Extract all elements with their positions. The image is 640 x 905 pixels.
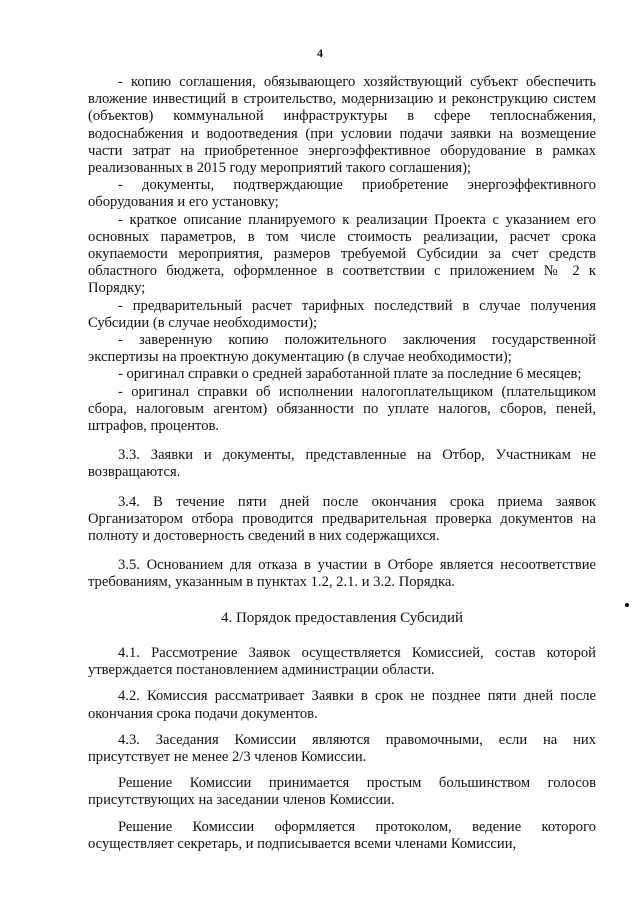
paragraph-3-4: 3.4. В течение пяти дней после окончания срока приема заявок Организатором отбора проводится предварительная проверка документов на полноту и достоверность сведений в них содержащихся.: [88, 493, 596, 545]
paragraph-4-2: 4.2. Комиссия рассматривает Заявки в срок не позднее пяти дней после окончания срока подачи документов.: [88, 688, 596, 722]
list-item: - документы, подтверждающие приобретение энергоэффективного оборудования и его установку;: [88, 177, 596, 211]
list-item: - оригинал справки о средней заработанной плате за последние 6 месяцев;: [118, 366, 582, 383]
paragraph-4-3: 4.3. Заседания Комиссии являются правомочными, если на них присутствует не менее 2/3 членов Комиссии.: [88, 731, 596, 765]
list-item: - предварительный расчет тарифных последствий в случае получения Субсидии (в случае необходимости);: [88, 297, 596, 331]
list-item: - копию соглашения, обязывающего хозяйствующий субъект обеспечить вложение инвестиций в строительство, модернизацию и реконструкцию систем (объектов) коммунальной инфраструктуры в сфере теплоснабжения, водоснабжения и водоотведения (при условии подачи заявки на возмещение части затрат на приобретенное энергоэффективное оборудование в рамках реализованных в 2015 году мероприятий такого соглашения);: [88, 74, 596, 177]
section-heading: 4. Порядок предоставления Субсидий: [220, 609, 464, 626]
paragraph-protocol: Решение Комиссии оформляется протоколом, ведение которого осуществляет секретарь, и подписывается всеми членами Комиссии,: [88, 818, 596, 852]
list-item: - оригинал справки об исполнении налогоплательщиком (плательщиком сбора, налоговым агентом) обязанности по уплате налогов, сборов, пеней, штрафов, процентов.: [88, 383, 596, 435]
paragraph-4-1: 4.1. Рассмотрение Заявок осуществляется Комиссией, состав которой утверждается постановлением администрации области.: [88, 644, 596, 679]
list-item: - заверенную копию положительного заключения государственной экспертизы на проектную документацию (в случае необходимости);: [88, 332, 596, 366]
list-item: - краткое описание планируемого к реализации Проекта с указанием его основных параметров, в том числе стоимость реализации, расчет срока окупаемости мероприятия, размеров требуемой Субсидии за счет средств областного бюджета, оформленное в соответствии с приложением № 2 к Порядку;: [88, 211, 596, 297]
page-number: 4: [317, 46, 323, 60]
scan-dot: [625, 603, 629, 607]
paragraph-decision: Решение Комиссии принимается простым большинством голосов присутствующих на заседании членов Комиссии.: [88, 775, 596, 809]
document-body: [88, 74, 596, 853]
paragraph-3-5: 3.5. Основанием для отказа в участии в Отборе является несоответствие требованиям, указанным в пунктах 1.2, 2.1. и 3.2. Порядка.: [88, 557, 596, 591]
paragraph-3-3: 3.3. Заявки и документы, представленные на Отбор, Участникам не возвращаются.: [88, 447, 596, 481]
